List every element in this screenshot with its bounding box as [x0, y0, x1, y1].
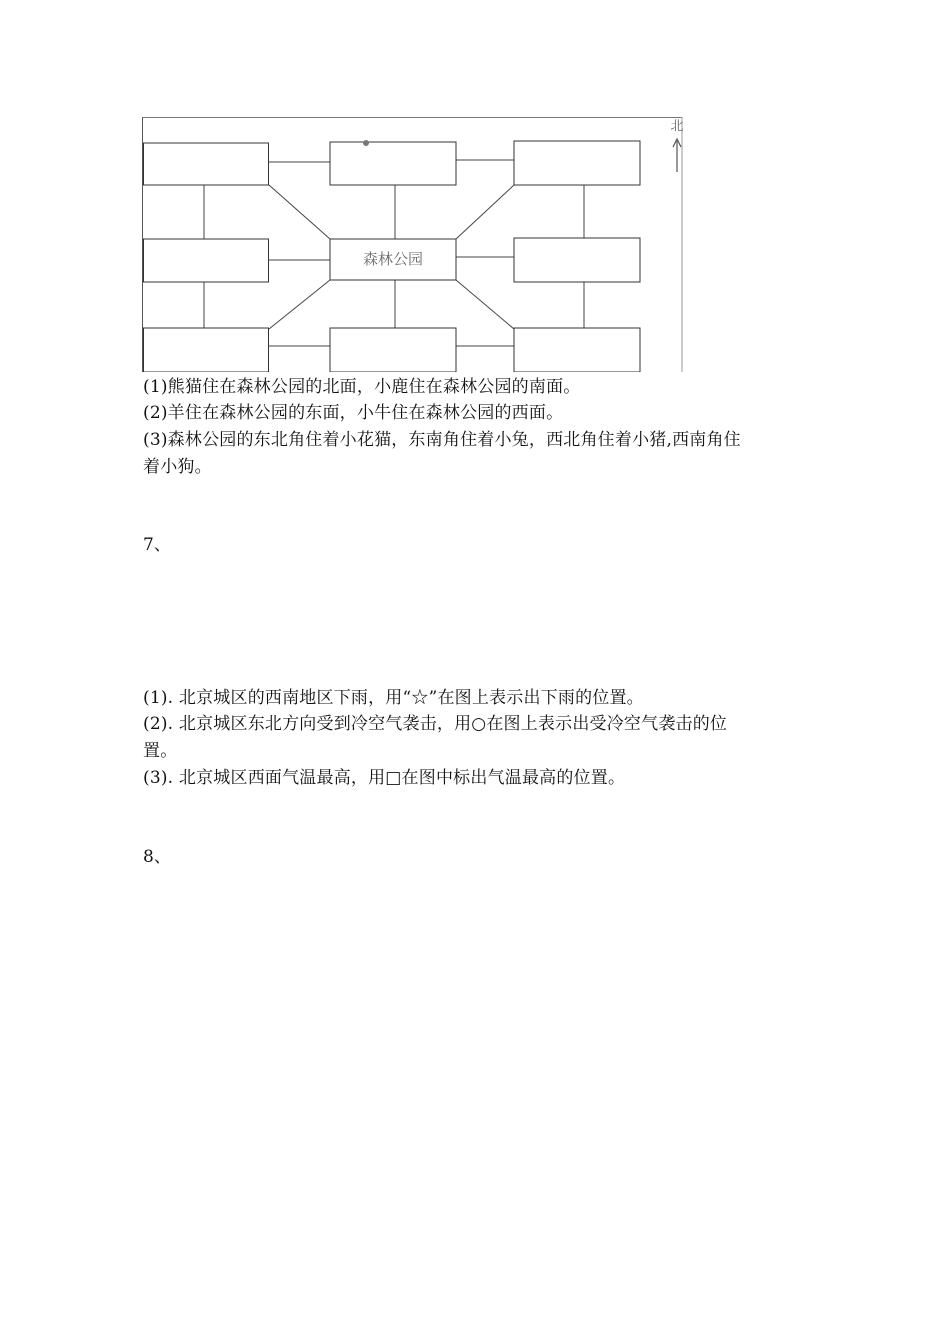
north-label: 北 — [670, 119, 684, 134]
box-northeast[interactable] — [514, 141, 640, 185]
diagram-svg — [142, 117, 687, 372]
q6-item-1: (1)熊猫住在森林公园的北面，小鹿住在森林公园的南面。 — [143, 377, 581, 397]
box-west[interactable] — [144, 239, 269, 282]
box-north[interactable] — [330, 142, 456, 185]
q8-number: 8、 — [143, 847, 171, 867]
q7-item-3: (3). 北京城区西面气温最高，用□在图中标出气温最高的位置。 — [143, 768, 626, 788]
box-southwest[interactable] — [144, 328, 269, 372]
q7-item-2: (2). 北京城区东北方向受到冷空气袭击，用○在图上表示出受冷空气袭击的位 — [143, 714, 728, 734]
q6-item-2: (2)羊住在森林公园的东面，小牛住在森林公园的西面。 — [143, 403, 564, 423]
forest-park-diagram — [142, 117, 687, 372]
box-east[interactable] — [514, 238, 640, 282]
q7-item-2-cont: 置。 — [143, 741, 178, 761]
q6-item-3: (3)森林公园的东北角住着小花猫，东南角住着小兔，西北角住着小猪,西南角住 — [143, 430, 741, 450]
center-park-label: 森林公园 — [362, 250, 424, 268]
q7-number: 7、 — [143, 535, 171, 555]
q7-item-1: (1). 北京城区的西南地区下雨，用“☆”在图上表示出下雨的位置。 — [143, 688, 644, 708]
q6-item-3-cont: 着小狗。 — [143, 457, 212, 477]
box-southeast[interactable] — [514, 328, 640, 372]
dot-marker — [363, 140, 369, 146]
box-northwest[interactable] — [144, 143, 269, 185]
box-south[interactable] — [330, 328, 456, 372]
